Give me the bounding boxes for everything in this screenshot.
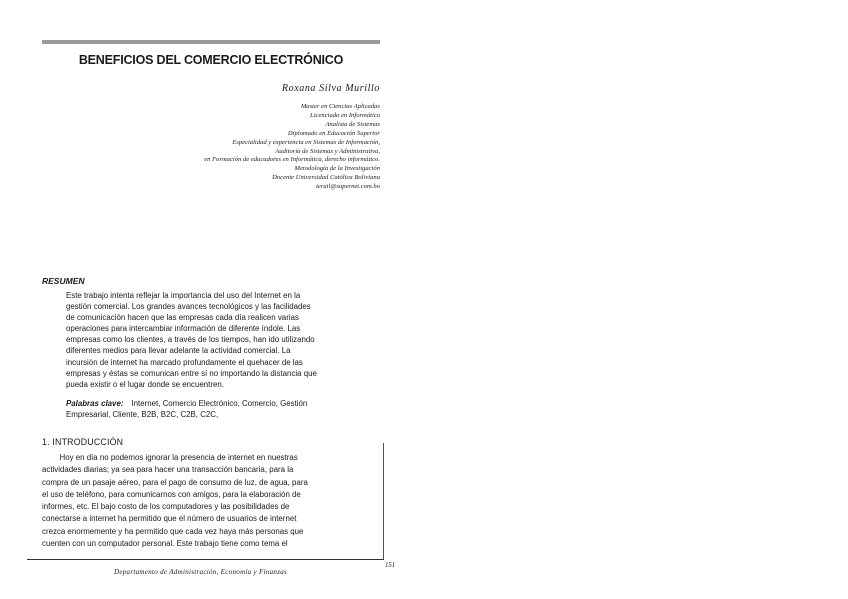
keywords-text: Internet, Comercio Electrónico, Comercio, Gestión — [131, 399, 308, 408]
credential-line: Docente Universidad Católica Boliviana — [272, 174, 380, 182]
keywords-line — [66, 398, 380, 409]
abstract-line: pueda existir o el lugar donde se encuentren. — [66, 379, 224, 389]
keywords-line: Empresarial, Cliente, B2B, B2C, C2B, C2C, — [66, 410, 219, 420]
body-line: Hoy en día no podemos ignorar la presencia de internet en nuestras — [42, 453, 298, 462]
author-credentials — [50, 103, 380, 192]
page-number: 151 — [385, 562, 396, 569]
body-line: el uso de teléfono, para comunicarnos con amigos, para la elaboración de — [42, 489, 301, 499]
body-line: cuenten con un computador personal. Este trabajo tiene como tema el — [42, 539, 288, 549]
abstract-heading: RESUMEN — [42, 276, 85, 286]
credential-line: Metodología de la Investigación — [294, 165, 380, 173]
abstract-line: diferentes medios para llevar adelante la actividad comercial. La — [66, 346, 291, 356]
header-rule — [42, 40, 380, 44]
article-title: BENEFICIOS DEL COMERCIO ELECTRÓNICO — [78, 53, 344, 67]
abstract-line: empresas y éstas se comunican entre sí no importando la distancia que — [66, 368, 317, 378]
credential-line: Licenciada en Informática — [310, 111, 380, 119]
credential-line: en Formación de educadores en Informática, derecho informático. — [204, 156, 380, 164]
footer-rule — [27, 559, 384, 560]
body-line: crezca enormemente y ha permitido que cada vez haya más personas que — [42, 526, 304, 536]
body-paragraph — [42, 452, 380, 550]
abstract-line: operaciones para intercambiar información de diferente índole. Las — [66, 324, 301, 334]
abstract-line: de comunicación hacen que las empresas cada día realicen varias — [66, 313, 299, 323]
credential-line: Diplomado en Educación Superior — [287, 129, 380, 137]
column-rule — [383, 443, 384, 559]
body-line: informes, etc. El bajo costo de los computadores y las posibilidades de — [42, 502, 290, 512]
keywords-block — [66, 398, 380, 420]
author-name: Roxana Silva Murillo — [281, 83, 380, 94]
abstract-line: gestión comercial. Los grandes avances tecnológicos y las facilidades — [66, 302, 311, 312]
author-email: terail@supernet.com.bo — [316, 183, 380, 191]
credential-line: Auditoría de Sistemas y Administrativa, — [275, 147, 380, 155]
abstract-line: Este trabajo intenta reflejar la importancia del uso del Internet en la — [66, 291, 301, 300]
body-line: compra de un pasaje aéreo, para el pago de consumo de luz, de agua, para — [42, 477, 308, 487]
abstract-body — [66, 290, 380, 390]
keywords-label: Palabras clave: — [66, 399, 124, 408]
body-line: actividades diarias; ya sea para hacer una transacción bancaria, para la — [42, 465, 294, 475]
section-heading: 1. INTRODUCCIÓN — [42, 437, 124, 447]
body-line: conectarse a internet ha permitido que el número de usuarios de internet — [42, 514, 297, 524]
abstract-line: incursión de internet ha marcado profundamente el quehacer de las — [66, 357, 303, 367]
abstract-line: empresas como los clientes, a través de los tiempos, han ido utilizando — [66, 335, 315, 345]
credential-line: Master en Ciencias Aplicadas — [300, 103, 380, 110]
footer-text: Departamento de Administración, Economía y Finanzas — [114, 568, 288, 576]
credential-line: Analista de Sistemas — [325, 120, 380, 128]
credential-line: Especialidad y experiencia en Sistemas de Información, — [232, 138, 380, 146]
